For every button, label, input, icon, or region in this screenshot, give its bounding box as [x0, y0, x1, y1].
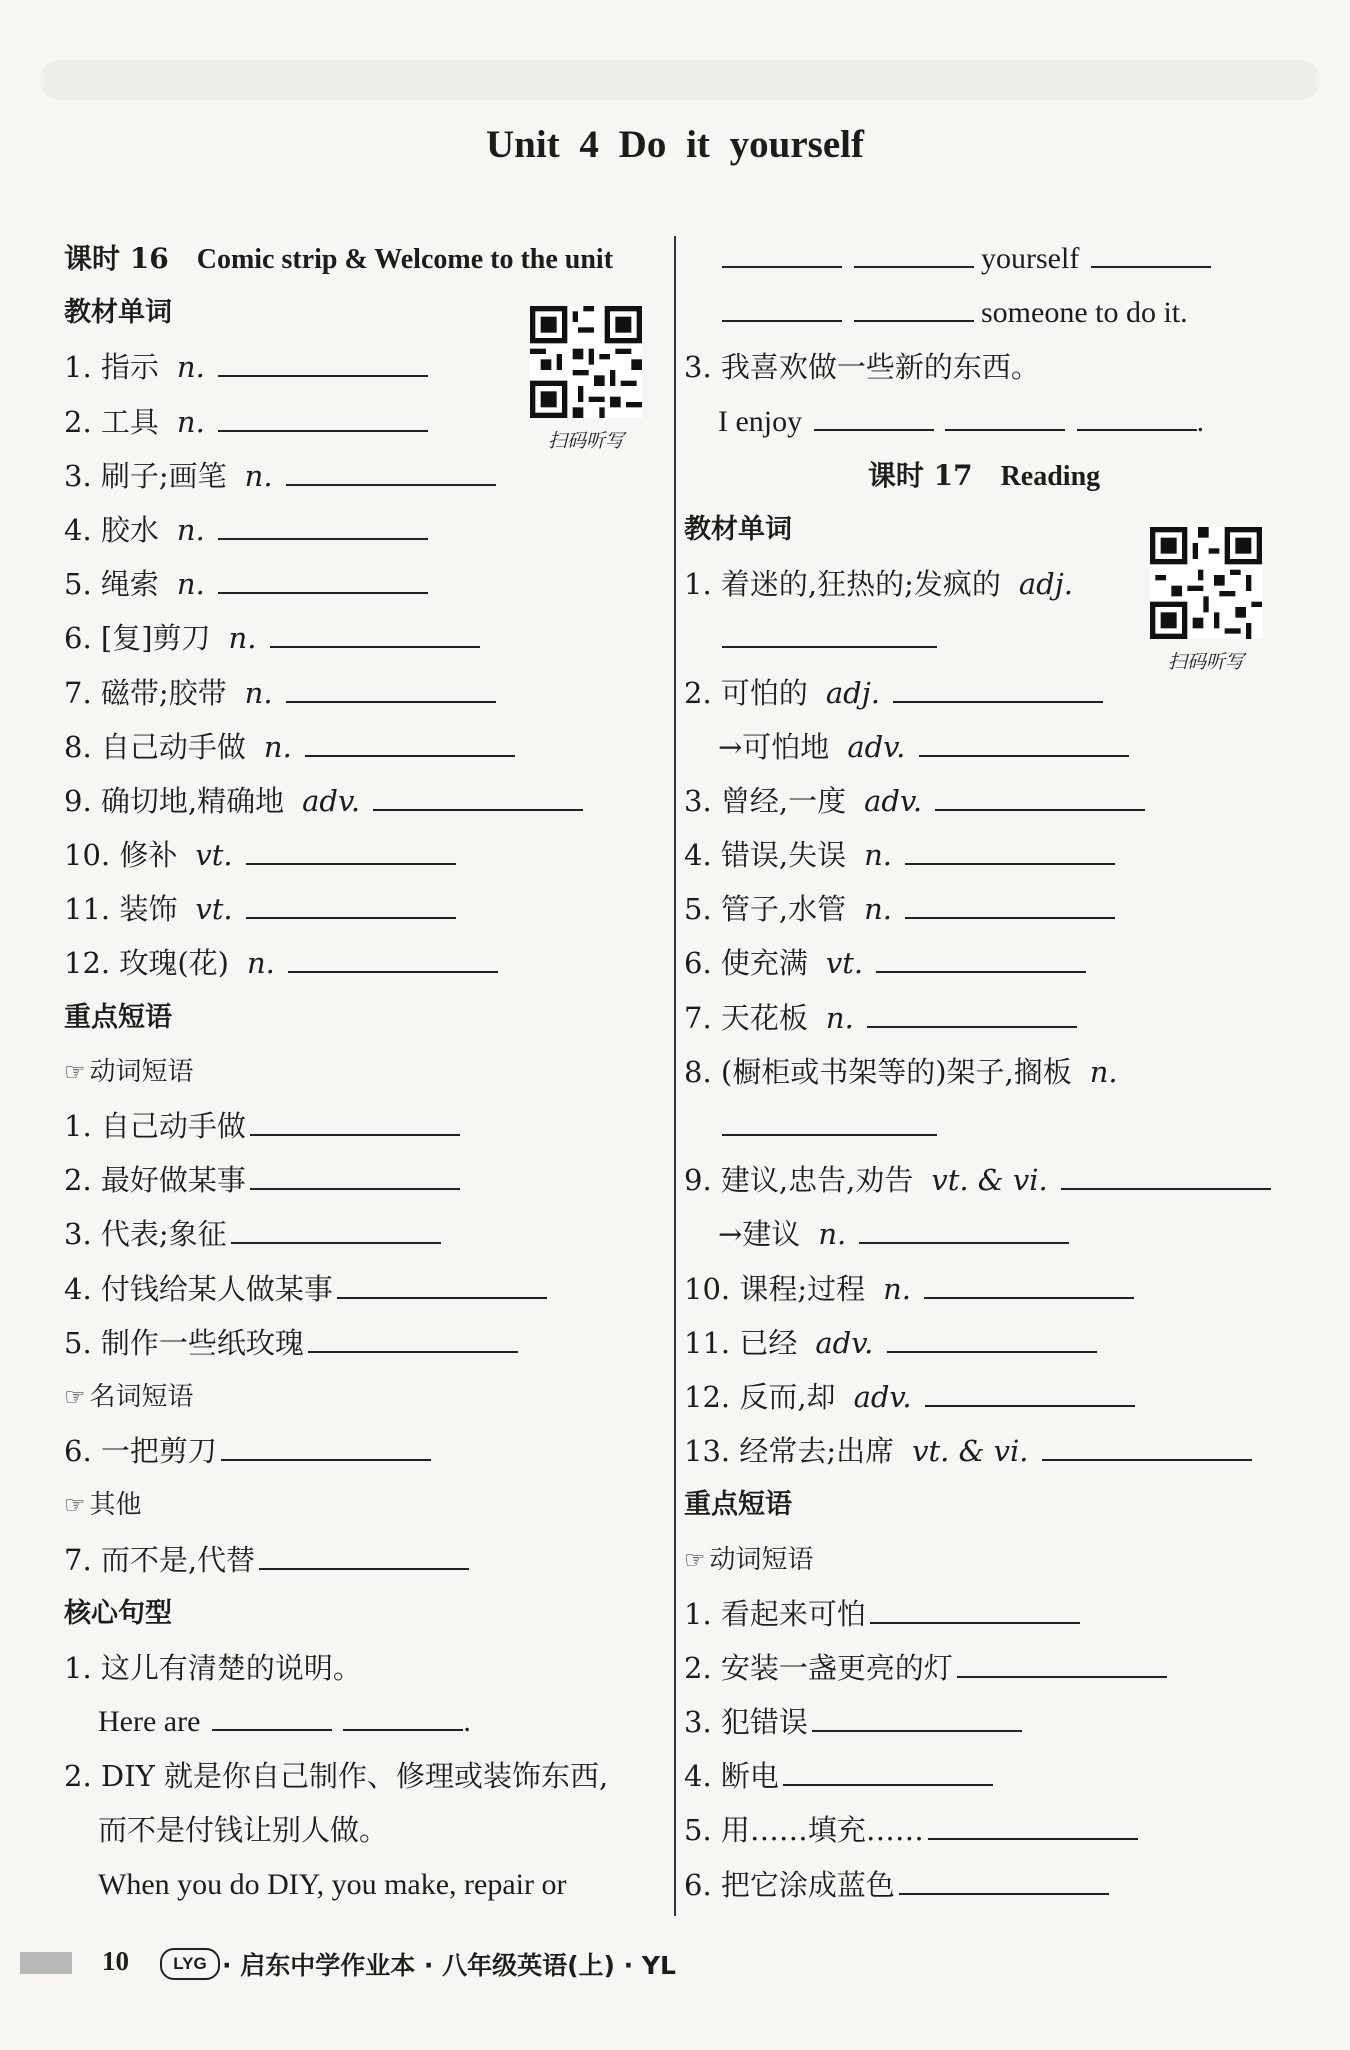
lesson-title: Reading [1000, 460, 1101, 492]
part-of-speech: n. [244, 675, 273, 710]
vocab-meaning: 11. 装饰 [64, 892, 178, 927]
phrase-meaning: 5. 制作一些纸玫瑰 [64, 1325, 304, 1360]
english-sentence [684, 395, 1284, 449]
vocab-meaning: 5. 管子,水管 [684, 892, 847, 927]
answer-blank[interactable] [221, 1458, 431, 1461]
vocab-meaning: 9. 确切地,精确地 [64, 783, 285, 818]
qr-code-icon [530, 306, 642, 418]
vocab-meaning: 9. 建议,忠告,劝告 [684, 1163, 914, 1198]
vocab-item [64, 449, 664, 503]
vocab-item [684, 828, 1284, 882]
answer-blank[interactable] [783, 1783, 993, 1786]
answer-blank[interactable] [286, 700, 496, 703]
phrase-meaning: 3. 代表;象征 [64, 1217, 227, 1252]
footer-bar [20, 1952, 72, 1974]
lesson-heading [64, 232, 664, 286]
vocab-meaning: 7. 磁带;胶带 [64, 675, 227, 710]
part-of-speech: adj. [1018, 567, 1073, 602]
pointing-hand-icon: ☞ [64, 1382, 86, 1411]
section-heading: 教材单词 [684, 513, 792, 545]
vocab-item [64, 503, 664, 557]
answer-blank[interactable] [722, 319, 842, 322]
vocab-meaning: →可怕地 [718, 729, 830, 764]
part-of-speech: vt. & vi. [931, 1163, 1048, 1198]
phrase-item [64, 1207, 664, 1261]
phrase-item [684, 1587, 1284, 1641]
part-of-speech: vt. [195, 838, 233, 873]
vocab-item [64, 666, 664, 720]
answer-blank[interactable] [373, 808, 583, 811]
vocab-meaning: 6. 使充满 [684, 946, 808, 981]
subsection-label: 名词短语 [89, 1381, 194, 1412]
vocab-item [64, 720, 664, 774]
phrase-item [684, 1803, 1284, 1857]
part-of-speech: adv. [302, 783, 361, 818]
answer-blank[interactable] [250, 1133, 460, 1136]
vocab-item [684, 936, 1284, 990]
section-heading: 教材单词 [64, 297, 172, 329]
vocab-meaning: 2. 可怕的 [684, 675, 808, 710]
phrase-item [684, 1858, 1284, 1912]
vocab-item [684, 991, 1284, 1045]
vocab-meaning: 3. 刷子;画笔 [64, 458, 227, 493]
part-of-speech: n. [176, 512, 205, 547]
answer-blank[interactable] [722, 645, 937, 648]
left-column [64, 232, 664, 1912]
sentence-text: I enjoy [718, 404, 803, 438]
english-sentence [64, 1858, 664, 1912]
vocab-meaning: 10. 课程;过程 [684, 1271, 866, 1306]
part-of-speech: n. [1089, 1054, 1118, 1089]
part-of-speech: n. [263, 729, 292, 764]
english-sentence [64, 1695, 664, 1749]
answer-blank[interactable] [250, 1187, 460, 1190]
section-heading: 重点短语 [684, 1489, 792, 1521]
answer-blank[interactable] [337, 1296, 547, 1299]
part-of-speech: vt. [195, 892, 233, 927]
vocab-meaning: 1. 着迷的,狂热的;发疯的 [684, 567, 1001, 602]
phrase-item [64, 1424, 664, 1478]
vocab-item [64, 611, 664, 665]
part-of-speech: n. [864, 892, 893, 927]
answer-line [684, 1099, 1284, 1153]
subsection-heading [64, 1478, 664, 1532]
answer-blank[interactable] [1091, 265, 1211, 268]
answer-blank[interactable] [814, 428, 934, 431]
part-of-speech: n. [883, 1271, 912, 1306]
vocab-meaning: 10. 修补 [64, 838, 178, 873]
qr-caption: 扫码听写 [1167, 651, 1244, 673]
vocab-meaning: 5. 绳索 [64, 567, 159, 602]
phrase-meaning: 4. 付钱给某人做某事 [64, 1271, 333, 1306]
answer-blank[interactable] [288, 970, 498, 973]
answer-blank[interactable] [212, 1728, 332, 1731]
part-of-speech: n. [818, 1217, 847, 1252]
phrase-item [64, 1316, 664, 1370]
vocab-item [64, 828, 664, 882]
vocab-meaning: 4. 错误,失误 [684, 838, 847, 873]
vocab-meaning: 4. 胶水 [64, 512, 159, 547]
answer-blank[interactable] [899, 1892, 1109, 1895]
answer-blank[interactable] [924, 1296, 1134, 1299]
phrase-meaning: 1. 自己动手做 [64, 1109, 246, 1143]
pointing-hand-icon: ☞ [64, 1491, 86, 1520]
phrase-meaning: 1. 看起来可怕 [684, 1596, 866, 1631]
qr-code-icon [1150, 527, 1262, 639]
vocab-item [684, 1424, 1284, 1478]
vocab-meaning: 12. 反而,却 [684, 1379, 836, 1414]
vocab-meaning: →建议 [718, 1217, 801, 1252]
answer-blank[interactable] [218, 374, 428, 377]
lesson-number: 课时 17 [867, 458, 973, 492]
phrase-item [684, 1641, 1284, 1695]
answer-blank[interactable] [935, 808, 1145, 811]
answer-blank[interactable] [945, 428, 1065, 431]
answer-blank[interactable] [859, 1241, 1069, 1244]
answer-blank[interactable] [854, 265, 974, 268]
qr-code-lesson17[interactable] [1148, 527, 1264, 674]
answer-blank[interactable] [957, 1675, 1167, 1678]
sentence-text: yourself [981, 242, 1080, 275]
subsection-heading [684, 1533, 1284, 1587]
vocab-item [684, 1370, 1284, 1424]
answer-blank[interactable] [876, 970, 1086, 973]
answer-blank[interactable] [246, 916, 456, 919]
answer-blank[interactable] [246, 862, 456, 865]
part-of-speech: adv. [847, 729, 906, 764]
phrase-meaning: 7. 而不是,代替 [64, 1542, 256, 1577]
vocab-meaning: 12. 玫瑰(花) [64, 946, 229, 981]
part-of-speech: n. [825, 1000, 854, 1035]
sentence-prompt: 2. DIY 就是你自己制作、修理或装饰东西, [64, 1759, 609, 1794]
part-of-speech: adv. [815, 1325, 874, 1360]
answer-blank[interactable] [887, 1350, 1097, 1353]
vocab-meaning: 11. 已经 [684, 1325, 798, 1360]
sentence-text: When you do DIY, you make, repair or [98, 1867, 567, 1901]
section-heading: 重点短语 [64, 1001, 172, 1033]
lesson-title: Comic strip & Welcome to the unit [196, 244, 614, 275]
vocab-meaning: 1. 指示 [64, 350, 159, 385]
answer-blank[interactable] [308, 1350, 518, 1353]
answer-blank[interactable] [286, 483, 496, 486]
answer-blank[interactable] [919, 754, 1129, 757]
part-of-speech: n. [228, 621, 257, 656]
answer-blank[interactable] [722, 265, 842, 268]
answer-blank[interactable] [812, 1729, 1022, 1732]
page-footer [0, 1942, 1350, 1992]
phrase-meaning: 2. 安装一盏更亮的灯 [684, 1650, 953, 1685]
sentence-prompt: 1. 这儿有清楚的说明。 [64, 1650, 362, 1685]
vocab-meaning: 7. 天花板 [684, 1000, 808, 1035]
phrase-item [64, 1533, 664, 1587]
vocab-meaning: 13. 经常去;出席 [684, 1434, 895, 1469]
vocab-item [64, 882, 664, 936]
qr-caption: 扫码听写 [547, 430, 624, 452]
phrase-item [64, 1262, 664, 1316]
phrase-meaning: 6. 一把剪刀 [64, 1434, 217, 1469]
answer-blank[interactable] [270, 645, 480, 648]
vocab-meaning: 8. (橱柜或书架等的)架子,搁板 [684, 1054, 1072, 1089]
vocab-meaning: 8. 自己动手做 [64, 729, 246, 764]
phrase-meaning: 3. 犯错误 [684, 1705, 808, 1740]
answer-blank[interactable] [218, 591, 428, 594]
part-of-speech: n. [244, 458, 273, 493]
vocab-item [684, 720, 1284, 774]
part-of-speech: adv. [853, 1379, 912, 1414]
vocab-meaning: 3. 曾经,一度 [684, 783, 847, 818]
page-number: 10 [102, 1946, 129, 1976]
publisher-logo: LYG [160, 1948, 220, 1980]
answer-blank[interactable] [905, 862, 1115, 865]
subsection-label: 其他 [89, 1490, 142, 1521]
part-of-speech: n. [176, 404, 205, 439]
answer-blank[interactable] [1061, 1187, 1271, 1190]
sentence-text: someone to do it. [981, 296, 1188, 330]
answer-blank[interactable] [305, 754, 515, 757]
part-of-speech: n. [176, 350, 205, 385]
part-of-speech: n. [176, 567, 205, 602]
part-of-speech: n. [246, 946, 275, 981]
answer-blank[interactable] [925, 1404, 1135, 1407]
part-of-speech: vt. & vi. [912, 1434, 1029, 1469]
pointing-hand-icon: ☞ [64, 1057, 86, 1086]
vocab-meaning: 6. [复]剪刀 [64, 621, 211, 656]
phrase-meaning: 4. 断电 [684, 1759, 779, 1794]
section-heading: 核心句型 [64, 1597, 172, 1629]
phrase-item [684, 1695, 1284, 1749]
vocab-item [684, 1045, 1284, 1099]
english-sentence [684, 232, 1284, 286]
phrase-item [64, 1153, 664, 1207]
phrase-meaning: 5. 用……填充…… [684, 1813, 924, 1848]
sentence-end: . [463, 1705, 471, 1739]
vocab-item [64, 936, 664, 990]
part-of-speech: adv. [864, 783, 923, 818]
answer-blank[interactable] [218, 537, 428, 540]
right-column [684, 232, 1284, 1912]
pointing-hand-icon: ☞ [684, 1545, 706, 1574]
page-title: Unit 4 Do it yourself [486, 123, 864, 166]
answer-blank[interactable] [905, 916, 1115, 919]
answer-blank[interactable] [343, 1728, 463, 1731]
vocab-item [684, 1262, 1284, 1316]
phrase-item [684, 1749, 1284, 1803]
answer-blank[interactable] [893, 700, 1103, 703]
column-divider [674, 236, 676, 1916]
vocab-item [684, 882, 1284, 936]
sentence-text: Here are [98, 1705, 201, 1739]
lesson-heading [684, 449, 1284, 503]
answer-blank[interactable] [870, 1621, 1080, 1624]
phrase-meaning: 2. 最好做某事 [64, 1163, 246, 1198]
answer-blank[interactable] [928, 1837, 1138, 1840]
sentence-prompt: 而不是付钱让别人做。 [98, 1813, 389, 1848]
vocab-item [64, 557, 664, 611]
answer-blank[interactable] [1042, 1458, 1252, 1461]
phrase-item [64, 1099, 664, 1153]
vocab-item [684, 1316, 1284, 1370]
part-of-speech: adj. [825, 675, 880, 710]
vocab-item [684, 1207, 1284, 1261]
subsection-label: 动词短语 [89, 1056, 194, 1087]
vocab-item [684, 1153, 1284, 1207]
subsection-heading [64, 1045, 664, 1099]
answer-blank[interactable] [231, 1241, 441, 1244]
qr-code-lesson16[interactable] [528, 306, 644, 453]
subsection-heading [64, 1370, 664, 1424]
english-sentence [684, 286, 1284, 340]
vocab-item [684, 774, 1284, 828]
sentence-prompt: 3. 我喜欢做一些新的东西。 [684, 350, 1040, 385]
sentence-end: . [1196, 404, 1205, 438]
answer-blank[interactable] [1077, 428, 1197, 431]
answer-blank[interactable] [259, 1567, 469, 1570]
answer-blank[interactable] [854, 319, 974, 322]
phrase-meaning: 6. 把它涂成蓝色 [684, 1867, 895, 1902]
answer-blank[interactable] [722, 1133, 937, 1136]
answer-blank[interactable] [867, 1025, 1077, 1028]
answer-blank[interactable] [218, 429, 428, 432]
vocab-meaning: 2. 工具 [64, 404, 159, 439]
subsection-label: 动词短语 [709, 1544, 814, 1575]
part-of-speech: vt. [825, 946, 864, 981]
part-of-speech: n. [864, 838, 893, 873]
footer-book-title: · 启东中学作业本 · 八年级英语(上) · YL [222, 1951, 676, 1980]
lesson-number: 课时 16 [64, 242, 169, 275]
vocab-item [64, 774, 664, 828]
